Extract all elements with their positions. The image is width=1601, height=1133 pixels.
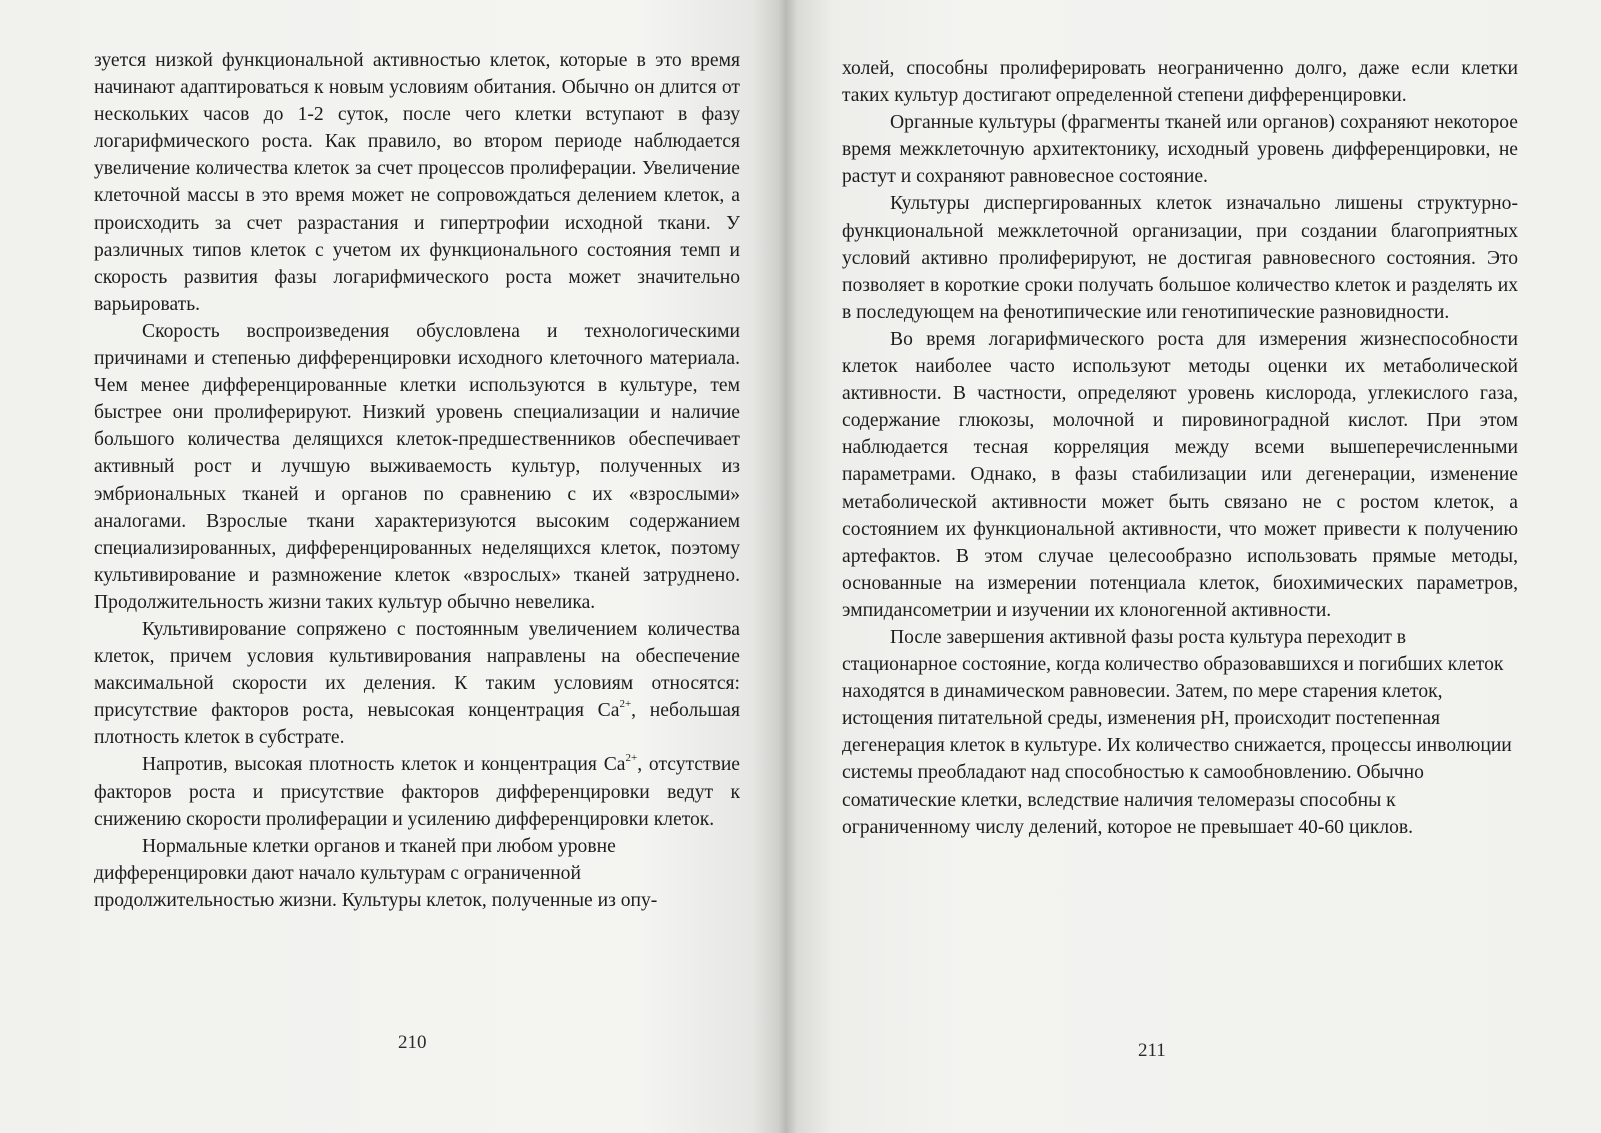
paragraph: Скорость воспроизведения обусловлена и технологическими причинами и степенью дифференцировки исходного клеточного материала. Чем менее дифференцированные клетки используются в культуре, тем быстрее они пролиферируют. Низкий уровень специализации и наличие большого количества делящихся клеток-предшественников обеспечивает активный рост и лучшую выживаемость культур, полученных из эмбриональных тканей и органов по сравнению с их «взрослыми» аналогами. Взрослые ткани характеризуются высоким содержанием специализированных, дифференцированных неделящихся клеток, поэтому культивирование и размножение клеток «взрослых» тканей затруднено. Продолжительность жизни таких культур обычно невелика. <box>94 320 740 613</box>
paragraph: Культуры диспергированных клеток изначально лишены структурно-функциональной межклеточной организации, при создании благоприятных условий активно пролиферируют, не достигая равновесного состояния. Это позволяет в короткие сроки получать большое количество клеток и разделять их в последующем на фенотипические или генотипические разновидности. <box>842 193 1518 323</box>
superscript: 2+ <box>619 698 632 711</box>
paragraph: зуется низкой функциональной активностью клеток, которые в это время начинают адаптироваться к новым условиям обитания. Обычно он длится от нескольких часов до 1-2 суток, после чего клетки вступают в фазу логарифмического роста. Как правило, во втором периоде наблюдается увеличение количества клеток за счет процессов пролиферации. Увеличение клеточной массы в это время может не сопровождаться делением клеток, а происходить за счет разрастания и гипертрофии исходной ткани. У различных типов клеток с учетом их функционального состояния темп и скорость развития фазы логарифмического роста может значительно варьировать. <box>94 50 740 315</box>
right-page <box>790 0 1601 1133</box>
paragraph: После завершения активной фазы роста культура переходит в стационарное состояние, когда количество образовавшихся и погибших клеток находятся в динамическом равновесии. Затем, по мере старения клеток, истощения питательной среды, изменения pH, происходит постепенная дегенерация клеток в культуре. Их количество снижается, процессы инволюции системы преобладают над способностью к самообновлению. Обычно соматические клетки, вследствие наличия теломеразы способны к ограниченному числу делений, которое не превышает 40-60 циклов. <box>842 626 1512 838</box>
paragraph-text: Напротив, высокая плотность клеток и концентрация Ca <box>142 754 626 776</box>
page-number: 211 <box>1138 1040 1166 1061</box>
paragraph: Органные культуры (фрагменты тканей или органов) сохраняют некоторое время межклеточную архитектонику, исходный уровень дифференцировки, не растут и сохраняют равновесное состояние. <box>842 112 1518 188</box>
paragraph-text: , небольшая плотность клеток в субстрате. <box>94 700 740 749</box>
paragraph <box>94 751 740 832</box>
paragraph: Во время логарифмического роста для измерения жизнеспособности клеток наиболее часто используют методы оценки их метаболической активности. В частности, определяют уровень кислорода, углекислого газа, содержание глюкозы, молочной и пировиноградной кислот. При этом наблюдается тесная корреляция между всеми вышеперечисленными параметрами. Однако, в фазы стабилизации или дегенерации, изменение метаболической активности может быть связано не с ростом клеток, а состоянием их функциональной активности, что может привести к получению артефактов. В этом случае целесообразно использовать прямые методы, основанные на измерении потенциала клеток, биохимических параметров, эмпидансометрии и изучении их клоногенной активности. <box>842 328 1518 621</box>
right-page-body <box>842 55 1518 841</box>
paragraph <box>94 616 740 751</box>
page-number: 210 <box>398 1032 427 1053</box>
paragraph-text: Культивирование сопряжено с постоянным увеличением количества клеток, причем условия культивирования направлены на обеспечение максимальной скорости их деления. К таким условиям относятся: присутствие факторов роста, невысокая концентрация Ca <box>94 618 740 722</box>
left-page-body <box>94 47 740 914</box>
left-page <box>0 0 790 1133</box>
superscript: 2+ <box>625 752 638 765</box>
paragraph: холей, способны пролиферировать неограниченно долго, даже если клетки таких культур достигают определенной степени дифференцировки. <box>842 58 1518 107</box>
paragraph: Нормальные клетки органов и тканей при любом уровне дифференцировки дают начало культурам с ограниченной продолжительностью жизни. Культуры клеток, полученные из опу- <box>94 835 658 911</box>
paragraph-text: , отсутствие факторов роста и присутствие факторов дифференцировки ведут к снижению скорости пролиферации и усилению дифференцировки клеток. <box>94 754 740 830</box>
